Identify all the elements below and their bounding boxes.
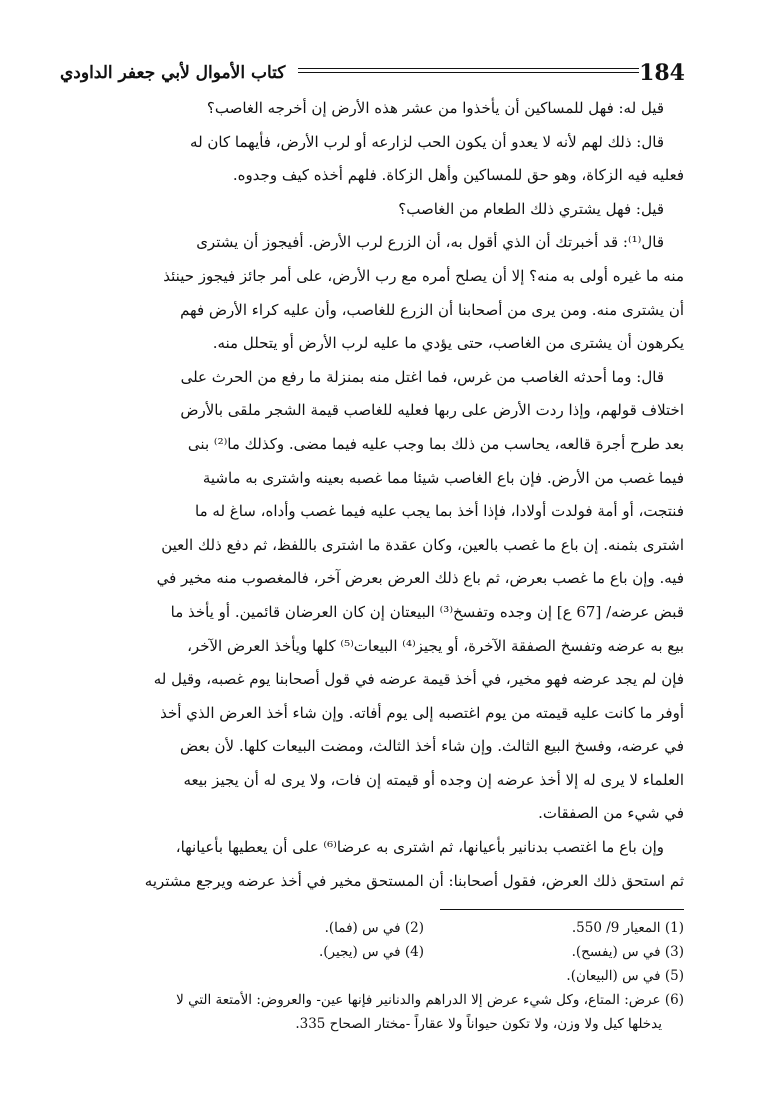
text-line: قبض عرضه/ [67 ع] إن وجده وتفسخ⁽³⁾ البيعتان إن كان العرضان قائمين. أو يأخذ ما xyxy=(170,602,684,621)
text-line: قال: وما أحدثه الغاصب من غرس، فما اغتل منه بمنزلة ما رفع من الحرث على xyxy=(180,367,664,386)
text-line: أن يشترى منه. ومن يرى من أصحابنا أن الزرع للغاصب، وأن عليه كراء الأرض فهم xyxy=(180,300,684,319)
text-line: في عرضه، وفسخ البيع الثالث. وإن شاء أخذ الثالث، ومضت البيعات كلها. لأن بعض xyxy=(179,737,684,756)
text-line: قال⁽¹⁾: قد أخبرتك أن الذي أقول به، أن الزرع لرب الأرض. أفيجوز أن يشترى xyxy=(196,233,664,252)
text-line: ثم استحق ذلك العرض، فقول أصحابنا: أن المستحق مخير في أخذ عرضه ويرجع مشتريه xyxy=(144,871,684,890)
footnote-row xyxy=(62,916,684,940)
text-line: فإن لم يجد عرضه فهو مخير، في أخذ قيمة عرضه في قول أصحابنا يوم غصبه، وقيل له xyxy=(153,670,684,689)
footnote-6: (6) عرض: المتاع، وكل شيء عرض إلا الدراهم والدنانير فإنها عين- والعروض: الأمتعة التي لا xyxy=(176,992,684,1008)
footnote-5: (5) في س (البيعان). xyxy=(566,968,684,984)
page-number: 184 xyxy=(639,60,685,86)
footnote-2: (2) في س (فما). xyxy=(324,920,424,936)
footnote-4: (4) في س (يجير). xyxy=(318,944,424,960)
header-rule-bottom xyxy=(298,72,639,73)
text-line: فنتجت، أو أمة فولدت أولادا، فإذا أخذ بما يجب عليه فيما غصب وأداه، ساغ له ما xyxy=(195,502,684,521)
text-line: اختلاف قولهم، وإذا ردت الأرض على ربها فعليه للغاصب قيمة الشجر ملقى بالأرض xyxy=(180,401,684,420)
page-header xyxy=(60,58,685,90)
text-line: فعليه فيه الزكاة، وهو حق للمساكين وأهل الزكاة. فلهم أخذه كيف وجدوه. xyxy=(232,166,684,185)
text-line: في شيء من الصفقات. xyxy=(538,804,684,823)
footnotes xyxy=(62,916,684,1036)
text-line: يكرهون أن يشترى من الغاصب، حتى يؤدي ما عليه لرب الأرض أو يتحلل منه. xyxy=(212,334,684,353)
text-line: منه ما غيره أولى به منه؟ إلا أن يصلح أمره مع رب الأرض، على أمر جائز فيجوز حينئذ xyxy=(163,266,684,285)
text-line: قال: ذلك لهم لأنه لا يعدو أن يكون الحب لزارعه أو لرب الأرض، فأيهما كان له xyxy=(190,132,664,151)
text-line: قيل: فهل يشتري ذلك الطعام من الغاصب؟ xyxy=(398,199,664,218)
text-line: وإن باع ما اغتصب بدنانير بأعيانها، ثم اشترى به عرضا⁽⁶⁾ على أن يعطيها بأعيانها، xyxy=(175,838,664,857)
text-line: فيما غصب من الأرض. فإن باع الغاصب شيئا مما غصبه بعينه واشترى به ماشية xyxy=(202,468,684,487)
text-line: اشترى بثمنه. إن باع ما غصب بالعين، وكان عقدة ما اشترى باللفظ، ثم دفع ذلك العين xyxy=(161,535,684,554)
text-line: بيع به عرضه وتفسخ الصفقة الآخرة، أو يجيز⁽⁴⁾ البيعات⁽⁵⁾ كلها ويأخذ العرض الآخر، xyxy=(187,636,684,655)
text-line: فيه. وإن باع ما غصب بعرض، ثم باع ذلك العرض بعرض آخر، فالمغصوب منه مخير في xyxy=(156,569,684,588)
header-rule-top xyxy=(298,68,639,69)
footnote-separator xyxy=(440,909,684,910)
footnote-6-continued: يدخلها كيل ولا وزن، ولا تكون حيواناً ولا عقاراً -مختار الصحاح 335. xyxy=(295,1016,662,1032)
footnote-row xyxy=(62,964,684,988)
text-line: أوفر ما كانت عليه قيمته من يوم اغتصبه إلى يوم أفاته. وإن شاء أخذ العرض الذي أخذ xyxy=(160,703,684,722)
text-line: العلماء لا يرى له إلا أخذ عرضه إن وجده أو قيمته إن فات، ولا يرى له أن يجيز بيعه xyxy=(183,770,684,789)
book-title: كتاب الأموال لأبي جعفر الداودي xyxy=(60,63,286,83)
text-line: قيل له: فهل للمساكين أن يأخذوا من عشر هذه الأرض إن أخرجه الغاصب؟ xyxy=(206,99,664,117)
footnote-1: (1) المعيار 9/ 550. xyxy=(571,920,684,936)
text-line: بعد طرح أجرة قالعه، يحاسب من ذلك بما وجب عليه فيما مضى. وكذلك ما⁽²⁾ بنى xyxy=(187,434,684,453)
footnote-3: (3) في س (يفسح). xyxy=(571,944,684,960)
footnote-row xyxy=(62,940,684,964)
main-text xyxy=(62,92,684,898)
